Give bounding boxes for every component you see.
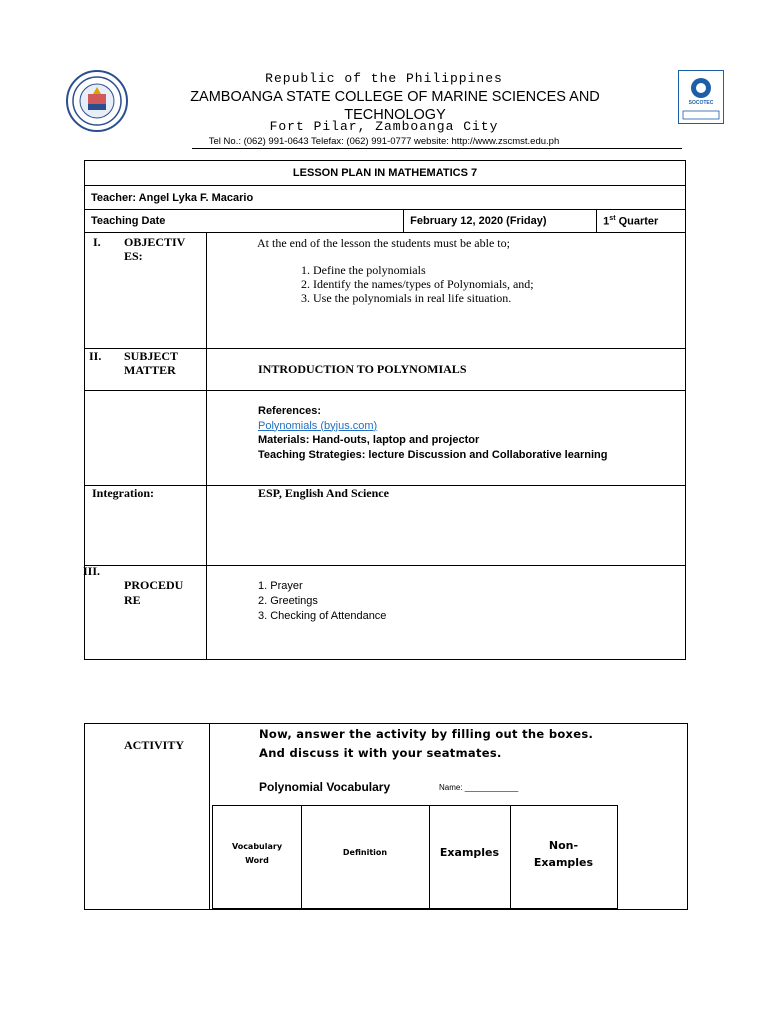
- quarter-superscript: st: [609, 214, 616, 222]
- socotec-icon: [679, 71, 723, 123]
- column-header-vocabulary-word: [213, 840, 301, 868]
- subject-label-line: MATTER: [124, 363, 176, 377]
- activity-divider: [209, 724, 210, 909]
- teaching-date-value: February 12, 2020 (Friday): [404, 210, 597, 233]
- badge-text: SOCOTEC: [688, 100, 714, 106]
- vocabulary-table: [212, 805, 618, 909]
- procedure-label-cell: [85, 566, 207, 660]
- subject-label-cell: [85, 349, 207, 391]
- integration-label: Integration:: [92, 486, 154, 500]
- objectives-label-cell: [85, 233, 207, 349]
- subject-label-line: SUBJECT: [124, 349, 179, 363]
- activity-instruction-line: And discuss it with your seatmates.: [259, 746, 502, 760]
- column-header-examples: Examples: [439, 846, 500, 859]
- worksheet-title: Polynomial Vocabulary: [259, 780, 391, 794]
- procedure-item: 1. Prayer: [258, 580, 303, 592]
- certification-badge: [678, 70, 724, 124]
- column-header-non-examples: [510, 837, 617, 871]
- procedure-label: [124, 578, 183, 608]
- teaching-date-label: Teaching Date: [85, 210, 404, 233]
- column-header-line: Word: [245, 856, 269, 865]
- procedure-cell: [207, 566, 686, 660]
- procedure-label-line: RE: [124, 593, 141, 607]
- references-label-cell: [85, 391, 207, 486]
- objective-item: 1. Define the polynomials: [301, 263, 426, 277]
- references-block: [258, 404, 607, 462]
- column-header-line: Examples: [533, 856, 594, 869]
- objectives-label: OBJECTIV ES:: [124, 235, 186, 263]
- quarter-word: Quarter: [615, 215, 659, 228]
- subject-topic: INTRODUCTION TO POLYNOMIALS: [258, 362, 467, 376]
- procedure-numeral: III.: [83, 564, 101, 578]
- lesson-plan-table: [84, 160, 686, 660]
- objectives-intro: At the end of the lesson the students must be able to;: [257, 236, 510, 250]
- objectives-content: [207, 233, 686, 349]
- quarter-cell: [597, 210, 686, 233]
- republic-line: Republic of the Philippines: [265, 71, 503, 86]
- quarter-number: 1: [603, 215, 610, 228]
- subject-label: [124, 349, 178, 377]
- integration-value: ESP, English And Science: [258, 486, 389, 500]
- column-header-line: Non-: [548, 839, 579, 852]
- procedure-label-line: PROCEDU: [124, 578, 184, 592]
- header-divider: [192, 148, 682, 149]
- objectives-numeral: I.: [93, 235, 101, 249]
- procedure-item: 2. Greetings: [258, 595, 318, 607]
- objective-item: 2. Identify the names/types of Polynomials, and;: [301, 277, 534, 291]
- objective-item: 3. Use the polynomials in real life situation.: [301, 291, 512, 305]
- contact-line: Tel No.: (062) 991-0643 Telefax: (062) 991-0777 website: http://www.zscmst.edu.ph: [208, 136, 560, 147]
- subject-topic-cell: [207, 349, 686, 391]
- college-address: Fort Pilar, Zamboanga City: [269, 119, 499, 134]
- activity-instruction-line: Now, answer the activity by filling out the boxes.: [259, 727, 594, 741]
- references-cell: [207, 391, 686, 486]
- materials-text: Materials: Hand-outs, laptop and projector: [258, 434, 480, 446]
- references-label: References:: [258, 405, 321, 417]
- integration-cell: [207, 486, 686, 566]
- objectives-list: [301, 263, 534, 305]
- activity-label: ACTIVITY: [124, 738, 185, 752]
- column-header-line: Vocabulary: [231, 842, 283, 851]
- column-divider: [301, 806, 302, 908]
- subject-numeral: II.: [89, 349, 102, 363]
- procedure-item: 3. Checking of Attendance: [258, 610, 387, 622]
- procedure-list: [258, 579, 386, 624]
- integration-label-cell: [85, 486, 207, 566]
- references-link[interactable]: Polynomials (byjus.com): [258, 419, 378, 432]
- lesson-title: LESSON PLAN IN MATHEMATICS 7: [85, 161, 686, 186]
- strategies-text: Teaching Strategies: lecture Discussion and Collaborative learning: [258, 448, 608, 461]
- teacher-name: Teacher: Angel Lyka F. Macario: [85, 186, 686, 210]
- college-name: ZAMBOANGA STATE COLLEGE OF MARINE SCIENCES AND TECHNOLOGY: [190, 89, 600, 123]
- column-header-definition: Definition: [342, 848, 388, 857]
- activity-instructions: [259, 725, 593, 763]
- name-field[interactable]: Name: ____________: [439, 783, 519, 792]
